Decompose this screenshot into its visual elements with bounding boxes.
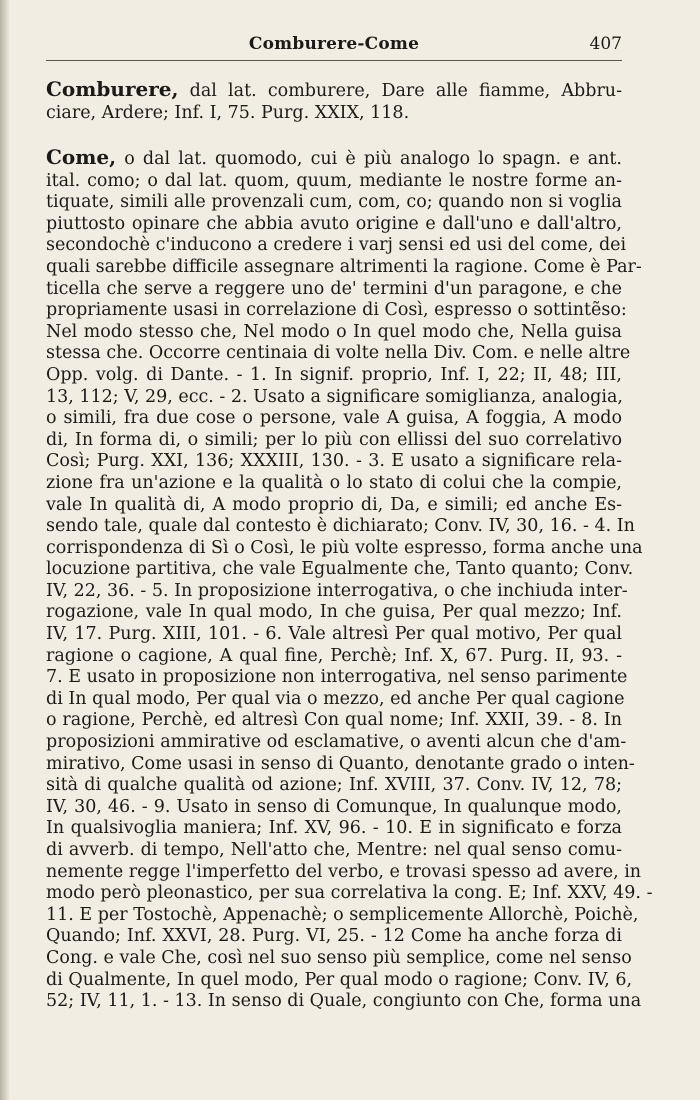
entry-line: nemente regge l'imperfetto del verbo, e trovasi spesso ad avere, in: [46, 861, 642, 882]
entry-line: ital. como; o dal lat. quom, quum, mediante le nostre forme an-: [46, 170, 622, 191]
entry-line: Nel modo stesso che, Nel modo o In quel modo che, Nella guisa: [46, 321, 622, 342]
entry-line: secondochè c'inducono a credere i varj sensi ed usi del come, dei: [46, 235, 627, 256]
entry-line: ragione o cagione, A qual fine, Perchè; Inf. X, 67. Purg. II, 93. -: [46, 645, 622, 666]
entry-line: Cong. e vale Che, così nel suo senso più semplice, come nel senso: [46, 947, 632, 968]
entry-comburere: [46, 79, 622, 124]
entry-line: 52; IV, 11, 1. - 13. In senso di Quale, congiunto con Che, forma una: [46, 991, 642, 1012]
entry-line: di avverb. di tempo, Nell'atto che, Mentre: nel qual senso comu-: [46, 840, 622, 860]
entry-come: [46, 145, 653, 1013]
dictionary-page: [46, 0, 653, 1100]
running-title: Comburere-Come: [248, 34, 420, 54]
entry-line: 11. E per Tostochè, Appenachè; o semplicemente Allorchè, Poichè,: [46, 904, 639, 925]
entry-line: In qualsivoglia maniera; Inf. XV, 96. - 10. E in significato e forza: [46, 818, 622, 839]
entry-line: proposizioni ammirative od esclamative, o aventi alcun che d'am-: [46, 732, 627, 753]
entry-line: vale In qualità di, A modo proprio di, Da, e simili; ed anche Es-: [46, 494, 622, 515]
entry-line: 7. E usato in proposizione non interrogativa, nel senso parimente: [46, 667, 628, 688]
entry-line: rogazione, vale In qual modo, In che guisa, Per qual mezzo; Inf.: [46, 602, 622, 623]
header-rule: [46, 60, 622, 61]
entry-line: quali sarebbe difficile assegnare altrimenti la ragione. Come è Par-: [46, 256, 642, 277]
entry-line: ciare, Ardere; Inf. I, 75. Purg. XXIX, 118.: [46, 102, 410, 123]
running-header: [46, 34, 622, 58]
entry-line: corrispondenza di Sì o Così, le più volte espresso, forma anche una: [46, 537, 643, 558]
entry-line: modo però pleonastico, per sua correlativa la cong. E; Inf. XXV, 49. -: [46, 883, 653, 904]
entry-line: di, In forma di, o simili; per lo più con ellissi del suo correlativo: [46, 429, 622, 450]
book-spine-shadow: [0, 0, 10, 1100]
headword: Come,: [46, 145, 117, 169]
entry-line: locuzione partitiva, che vale Egualmente che, Tanto quanto; Conv.: [46, 559, 634, 580]
entry-line: stessa che. Occorre centinaia di volte nella Div. Com. e nelle altre: [46, 343, 631, 364]
entry-line: IV, 30, 46. - 9. Usato in senso di Comunque, In qualunque modo,: [46, 796, 622, 817]
entry-line: IV, 22, 36. - 5. In proposizione interrogativa, o che inchiuda inter-: [46, 580, 628, 601]
entry-line: 13, 112; V, 29, ecc. - 2. Usato a significare somiglianza, analogia,: [46, 386, 623, 407]
entry-line: sità di qualche qualità od azione; Inf. XVIII, 37. Conv. IV, 12, 78;: [46, 775, 622, 796]
entry-line: sendo tale, quale dal contesto è dichiarato; Conv. IV, 30, 16. - 4. In: [46, 516, 635, 537]
entry-line: ticella che serve a reggere uno de' termini d'un paragone, e che: [46, 278, 622, 299]
entry-line: Così; Purg. XXI, 136; XXXIII, 130. - 3. E usato a significare rela-: [46, 451, 622, 472]
entry-line: di Qualmente, In quel modo, Per qual modo o ragione; Conv. IV, 6,: [46, 969, 633, 990]
entry-line: Opp. volg. di Dante. - 1. In signif. proprio, Inf. I, 22; II, 48; III,: [46, 364, 622, 385]
entry-line: o ragione, Perchè, ed altresì Con qual nome; Inf. XXII, 39. - 8. In: [46, 710, 622, 731]
entry-line: Quando; Inf. XXVI, 28. Purg. VI, 25. - 12 Come ha anche forza di: [46, 926, 622, 947]
entry-line: Come, o dal lat. quomodo, cui è più analogo lo spagn. e ant.: [46, 145, 622, 169]
headword: Comburere,: [46, 77, 179, 101]
entry-line: o simili, fra due cose o persone, vale A guisa, A foggia, A modo: [46, 408, 622, 429]
entry-line: mirativo, Come usasi in senso di Quanto, denotante grado o inten-: [46, 753, 635, 774]
entry-line: tiquate, simili alle provenzali cum, com, co; quando non si voglia: [46, 192, 622, 213]
page-number: 407: [589, 34, 622, 54]
entry-line: Comburere, dal lat. comburere, Dare alle fiamme, Abbru-: [46, 77, 622, 101]
entry-line: propriamente usasi in correlazione di Così, espresso o sottintẽso:: [46, 300, 627, 321]
entry-line: piuttosto opinare che abbia avuto origine e dall'uno e dall'altro,: [46, 213, 622, 234]
entry-line: zione fra un'azione e la qualità o lo stato di colui che la compie,: [46, 472, 622, 493]
entry-line: di In qual modo, Per qual via o mezzo, ed anche Per qual cagione: [46, 688, 625, 709]
entry-line: IV, 17. Purg. XIII, 101. - 6. Vale altresì Per qual motivo, Per qual: [46, 624, 622, 645]
